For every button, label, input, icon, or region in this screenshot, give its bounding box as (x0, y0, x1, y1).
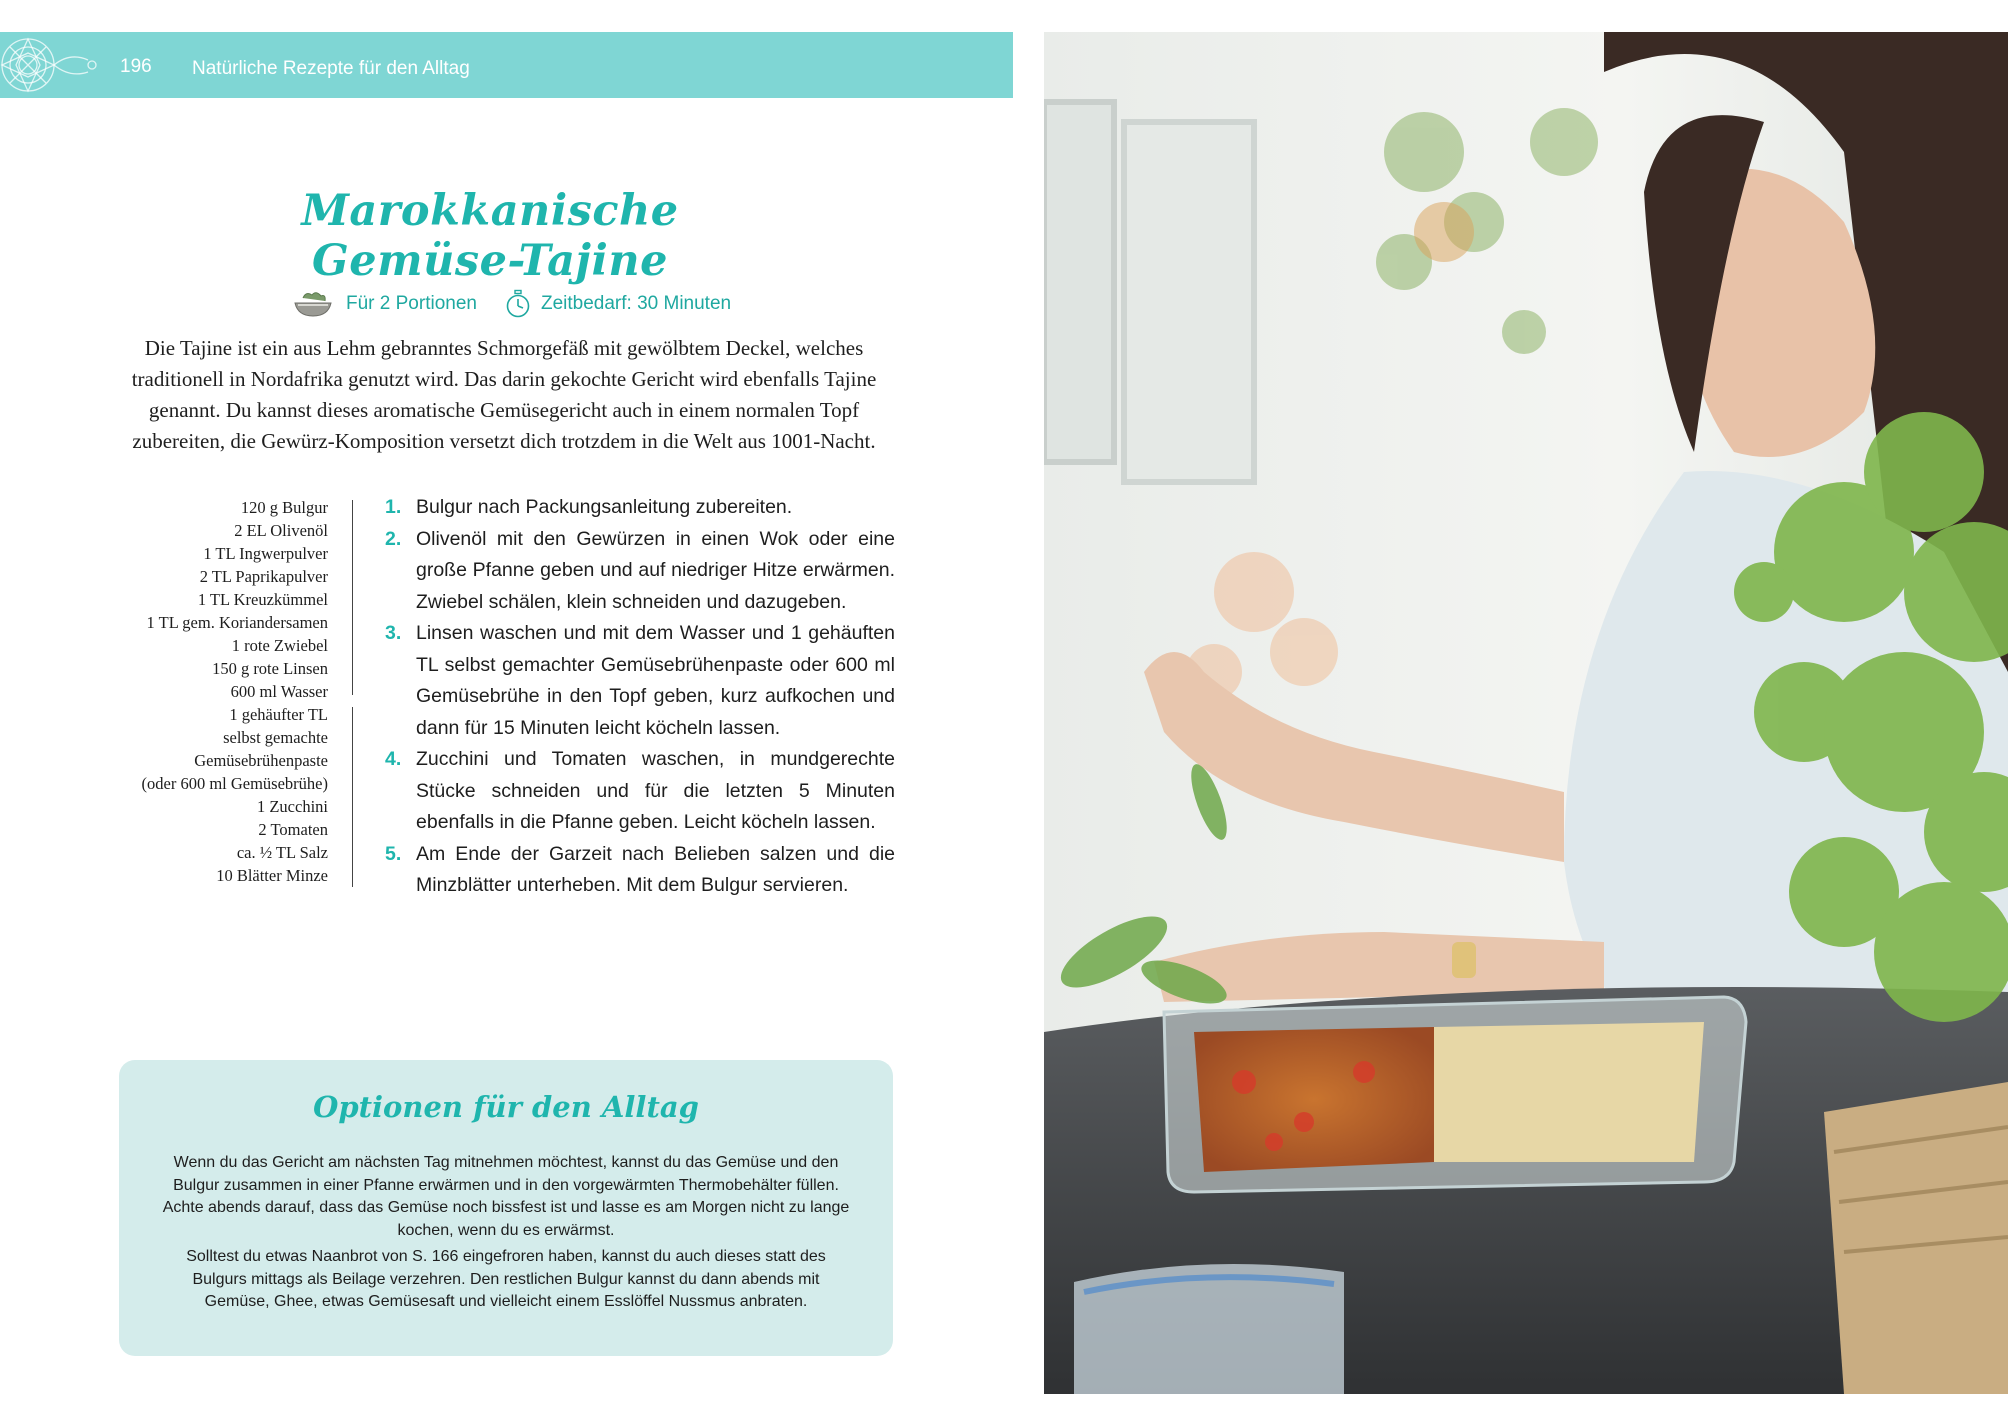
recipe-intro: Die Tajine ist ein aus Lehm gebranntes Schmorgefäß mit gewölbtem Deckel, welches traditionell in Nordafrika genutzt wird. Das darin gekochte Gericht wird ebenfalls Tajine genannt. Du kannst dieses aromatische Gemüsegericht auch in einem normalen Topf zubereiten, die Gewürz-Komposition versetzt dich trotzdem in die Welt aus 1001-Nacht. (131, 336, 877, 453)
step-text: Zucchini und Tomaten waschen, in mundgerechte Stücke schneiden und für die letzten 5 Minuten ebenfalls in die Pfanne geben. Leicht köcheln lassen. (416, 748, 895, 833)
ingredient-item: 1 gehäufter TL (229, 705, 328, 724)
ingredient-item: 600 ml Wasser (230, 682, 328, 701)
ingredient-divider (352, 500, 353, 695)
step-number: 3. (385, 622, 402, 644)
options-paragraph: Wenn du das Gericht am nächsten Tag mitnehmen möchtest, kannst du das Gemüse und den Bulgur zusammen in einer Pfanne erwärmen und in den vorgewärmten Thermobehälter füllen. Achte abends darauf, dass das Gemüse noch bissfest ist und lasse es am Morgen nicht zu lange kochen, wenn du es erwärmst. (162, 1154, 850, 1239)
running-title: Natürliche Rezepte für den Alltag (192, 58, 470, 79)
ingredient-list (100, 496, 328, 887)
ingredient-item: ca. ½ TL Salz (236, 843, 328, 862)
recipe-title: Marokkanische Gemüse-Tajine (301, 186, 679, 286)
step-text: Linsen waschen und mit dem Wasser und 1 gehäuften TL selbst gemachter Gemüsebrühenpaste oder 600 ml Gemüsebrühe in den Topf geben, kurz aufkochen und dann für 15 Minuten leicht köcheln lassen. (416, 622, 895, 739)
step-text: Olivenöl mit den Gewürzen in einen Wok oder eine große Pfanne geben und auf niedriger Hitze erwärmen. Zwiebel schälen, klein schneiden und dazugeben. (416, 527, 895, 613)
options-text (159, 1152, 853, 1318)
page-number: 196 (120, 56, 152, 77)
options-title: Optionen für den Alltag (313, 1090, 699, 1124)
step-number: 2. (385, 527, 402, 550)
options-paragraph: Solltest du etwas Naanbrot von S. 166 eingefroren haben, kannst du auch dieses statt des Bulgurs mittags als Beilage verzehren. Den restlichen Bulgur kannst du dann abends mit Gemüse, Ghee, etwas Gemüsesaft und vielleicht einem Esslöffel Nussmus anbraten. (186, 1248, 826, 1310)
step-item (385, 524, 895, 619)
ingredient-item: 10 Blätter Minze (216, 866, 328, 885)
bowl-icon (290, 289, 336, 319)
step-item (385, 618, 895, 744)
step-number: 5. (385, 842, 402, 865)
ingredient-item: 1 TL Ingwerpulver (203, 544, 328, 563)
ingredient-item: (oder 600 ml Gemüsebrühe) (141, 774, 328, 793)
ingredient-divider (352, 707, 353, 887)
options-box (119, 1060, 893, 1356)
ingredient-item: 120 g Bulgur (240, 498, 328, 517)
step-list (385, 492, 895, 902)
step-item (385, 744, 895, 839)
step-item (385, 839, 895, 902)
mandala-decoration-icon (0, 32, 100, 98)
ingredient-item: 2 Tomaten (258, 820, 328, 839)
recipe-photo (1044, 32, 2008, 1394)
step-number: 1. (385, 496, 402, 518)
ingredient-item: 1 TL Kreuzkümmel (197, 590, 328, 609)
step-text: Am Ende der Garzeit nach Belieben salzen und die Minzblätter unterheben. Mit dem Bulgur servieren. (416, 842, 895, 896)
portions-label: Für 2 Portionen (346, 293, 477, 314)
ingredient-item: 1 TL gem. Koriandersamen (146, 613, 328, 632)
time-label: Zeitbedarf: 30 Minuten (540, 293, 732, 314)
step-text: Bulgur nach Packungsanleitung zubereiten. (416, 496, 793, 518)
ingredient-item: 1 rote Zwiebel (231, 636, 328, 655)
ingredient-item: selbst gemachte (223, 728, 328, 747)
header-bar (0, 32, 1013, 98)
ingredient-item: 150 g rote Linsen (212, 659, 328, 678)
ingredient-item: Gemüsebrühenpaste (194, 751, 328, 770)
step-number: 4. (385, 748, 402, 770)
ingredient-item: 1 Zucchini (256, 797, 328, 816)
ingredient-item: 2 TL Paprikapulver (199, 567, 328, 586)
stopwatch-icon (505, 289, 531, 319)
recipe-meta (290, 288, 731, 320)
ingredient-item: 2 EL Olivenöl (234, 521, 328, 540)
step-item (385, 492, 895, 524)
